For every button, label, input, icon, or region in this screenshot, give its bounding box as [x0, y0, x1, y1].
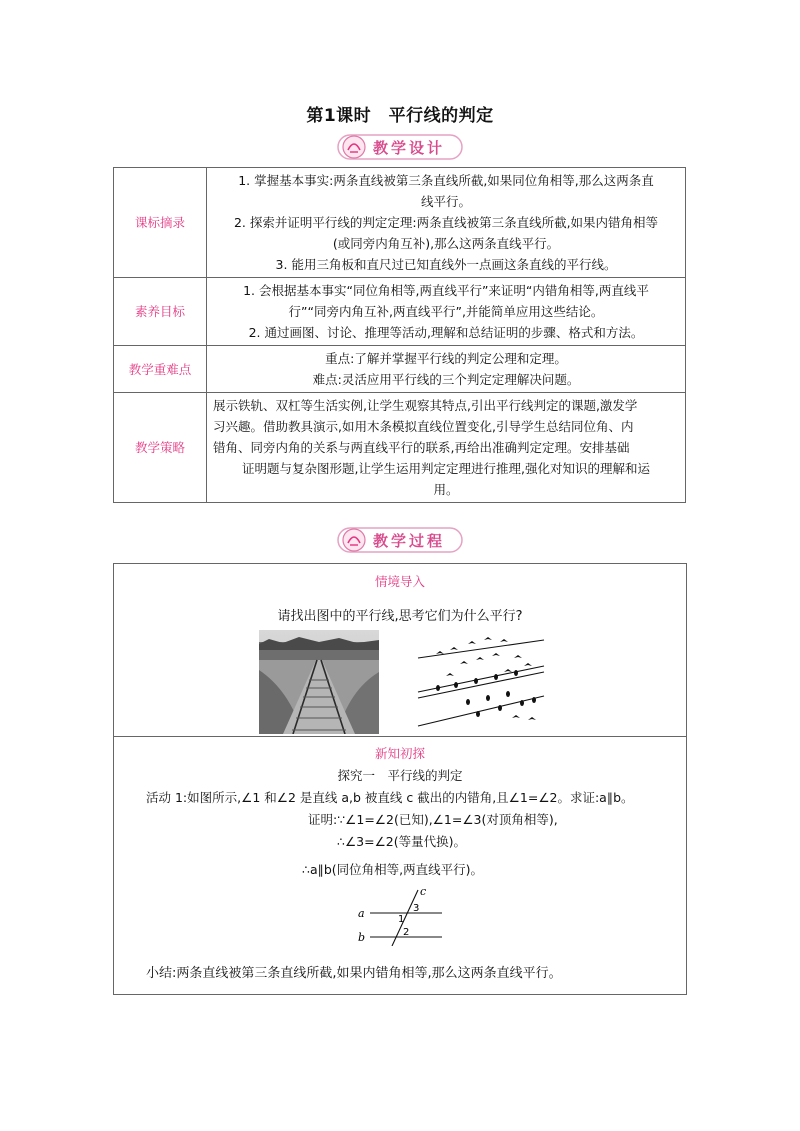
text-line: 展示铁轨、双杠等生活实例,让学生观察其特点,引出平行线判定的课题,激发学: [213, 398, 638, 413]
row-label: 素养目标: [114, 278, 207, 346]
process-banner-label: 教学过程: [373, 532, 446, 550]
text-line: 1. 会根据基本事实“同位角相等,两直线平行”来证明“内错角相等,两直线平: [243, 283, 649, 298]
explore-subtitle: 探究一 平行线的判定: [337, 768, 463, 783]
table-row: [114, 278, 686, 346]
angle-3-label: 3: [413, 903, 420, 914]
text-line: 2. 通过画图、讨论、推理等活动,理解和总结证明的步骤、格式和方法。: [248, 325, 644, 340]
text-line: 2. 探索并证明平行线的判定定理:两条直线被第三条直线所截,如果内错角相等: [233, 215, 659, 230]
row-label: 教学策略: [114, 393, 207, 503]
explore-title: 新知初探: [374, 746, 425, 761]
label-b: b: [358, 931, 366, 944]
process-banner: [337, 526, 463, 554]
text-line: 用。: [433, 482, 459, 497]
text-line: 难点:灵活应用平行线的三个判定定理解决问题。: [312, 372, 580, 387]
text-line: 错角、同旁内角的关系与两直线平行的联系,再给出准确判定定理。安排基础: [213, 440, 630, 455]
text-line: 行”“同旁内角互补,两直线平行”,并能简单应用这些结论。: [288, 304, 604, 319]
design-banner: [337, 133, 463, 161]
parallel-lines-figure: [352, 886, 447, 946]
row-content: [207, 168, 686, 278]
row-content: [207, 346, 686, 393]
text-line: 重点:了解并掌握平行线的判定公理和定理。: [325, 351, 567, 366]
proof-line-1: 证明:∵∠1=∠2(已知),∠1=∠3(对顶角相等),: [308, 812, 558, 827]
railway-track-photo: [259, 630, 379, 734]
intro-question: 请找出图中的平行线,思考它们为什么平行?: [277, 609, 523, 624]
text-line: 习兴趣。借助教具演示,如用木条模拟直线位置变化,引导学生总结同位角、内: [213, 419, 634, 434]
text-line: (或同旁内角互补),那么这两条直线平行。: [332, 236, 560, 251]
section-divider: [114, 736, 686, 737]
row-content: [207, 393, 686, 503]
activity-text: 活动 1:如图所示,∠1 和∠2 是直线 a,b 被直线 c 截出的内错角,且∠1=∠2。求证:a∥b。: [146, 790, 634, 805]
angle-2-label: 2: [403, 927, 410, 938]
text-line: 1. 掌握基本事实:两条直线被第三条直线所截,如果同位角相等,那么这两条直: [238, 173, 654, 188]
row-label: 教学重难点: [114, 346, 207, 393]
summary-text: 小结:两条直线被第三条直线所截,如果内错角相等,那么这两条直线平行。: [146, 966, 562, 981]
table-row: [114, 168, 686, 278]
angle-1-label: 1: [398, 914, 405, 925]
label-c: c: [420, 886, 427, 898]
design-banner-label: 教学设计: [373, 139, 446, 157]
birds-on-wires-photo: [416, 630, 546, 734]
intro-title: 情境导入: [374, 574, 425, 589]
row-label: 课标摘录: [114, 168, 207, 278]
proof-line-3: ∴a∥b(同位角相等,两直线平行)。: [302, 862, 484, 877]
text-line: 证明题与复杂图形题,让学生运用判定定理进行推理,强化对知识的理解和运: [242, 461, 650, 476]
process-box: [113, 563, 687, 995]
design-table: [113, 167, 686, 503]
page-title: 第1课时 平行线的判定: [306, 106, 494, 126]
text-line: 3. 能用三角板和直尺过已知直线外一点画这条直线的平行线。: [275, 257, 617, 272]
text-line: 线平行。: [420, 194, 471, 209]
row-content: [207, 278, 686, 346]
proof-line-2: ∴∠3=∠2(等量代换)。: [337, 834, 466, 849]
table-row: [114, 346, 686, 393]
label-a: a: [358, 907, 365, 920]
table-row: [114, 393, 686, 503]
